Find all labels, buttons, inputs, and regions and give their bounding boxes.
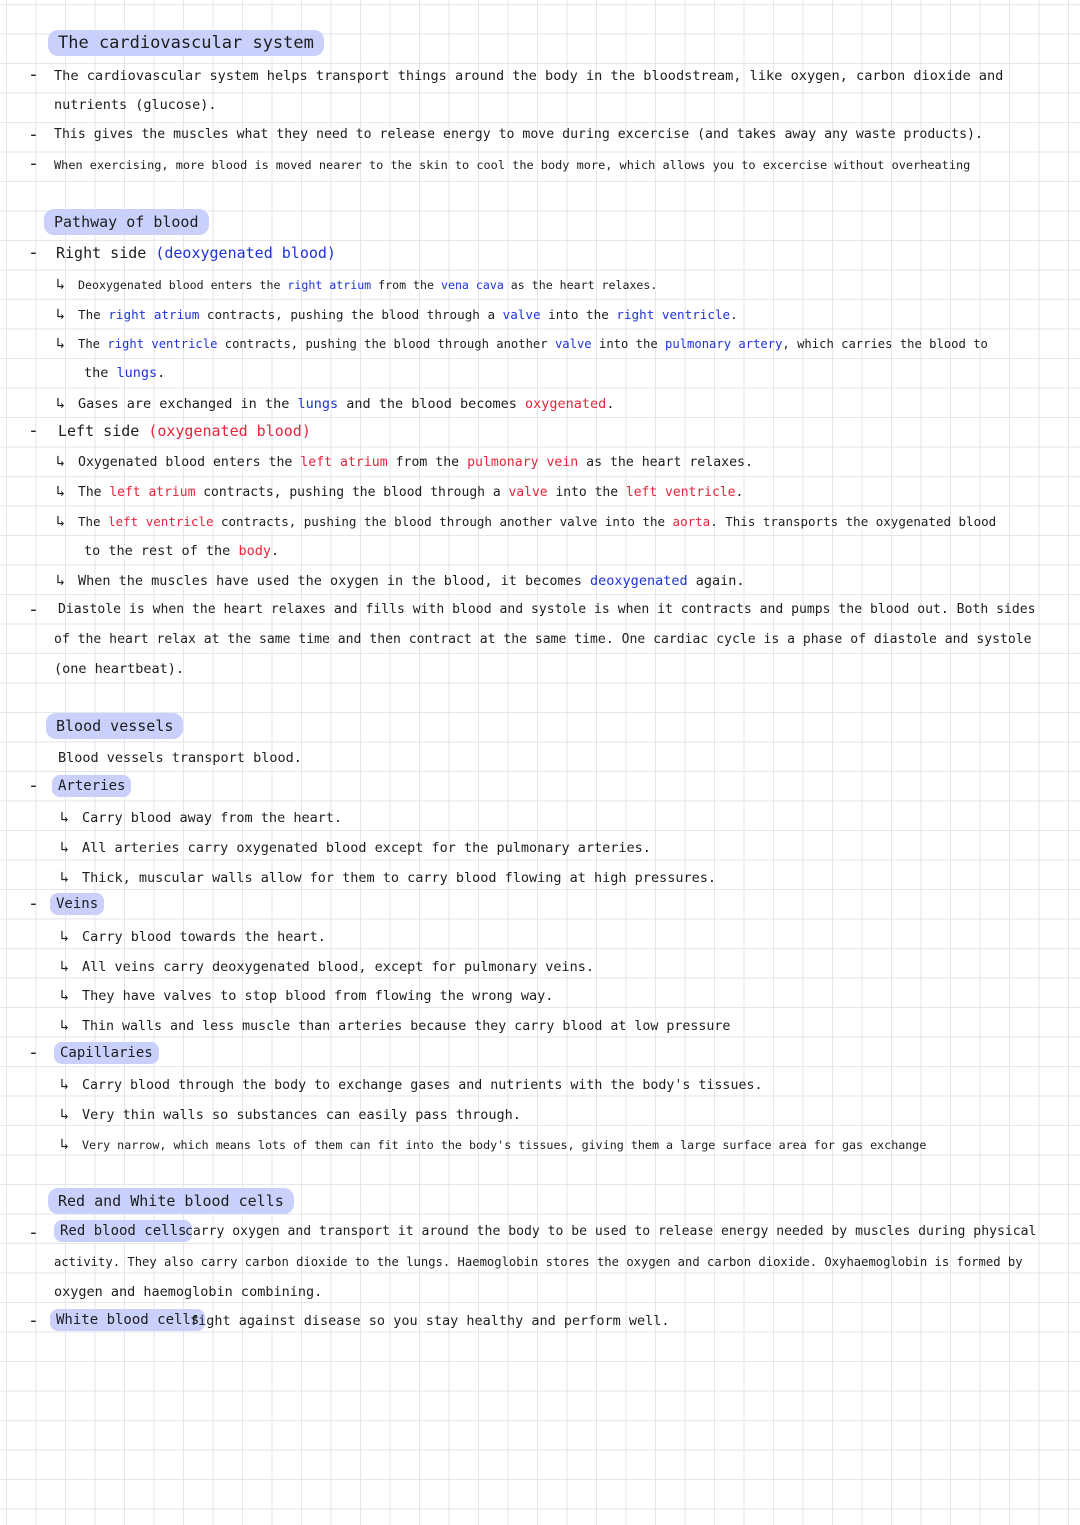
vein-point-1: ↳ Carry blood towards the heart. <box>60 927 326 945</box>
red-cells-line-3: oxygen and haemoglobin combining. <box>54 1284 323 1300</box>
intro-line-1: The cardiovascular system helps transport things around the body in the bloodstream, like oxygen, carbon dioxide and <box>54 68 1004 84</box>
page-title: The cardiovascular system <box>48 30 324 56</box>
artery-point-1: ↳ Carry blood away from the heart. <box>60 808 343 826</box>
capillary-point-1: ↳ Carry blood through the body to exchange gases and nutrients with the body's tissues. <box>60 1075 763 1093</box>
arrow-icon: ↳ <box>60 868 70 886</box>
left-step-3-cont: to the rest of the body. <box>84 543 280 559</box>
bullet-dash: - <box>28 599 39 620</box>
right-side-label: Right side <box>56 244 147 262</box>
arrow-icon: ↳ <box>56 394 66 412</box>
arrow-icon: ↳ <box>56 275 66 293</box>
arrow-icon: ↳ <box>56 512 66 530</box>
capillary-point-2: ↳ Very thin walls so substances can easily pass through. <box>60 1105 521 1123</box>
right-step-3-cont: the lungs. <box>84 365 166 381</box>
bullet-dash: - <box>28 242 39 263</box>
veins-label: Veins <box>50 893 104 915</box>
diastole-line-3: (one heartbeat). <box>54 661 185 677</box>
vein-point-4: ↳ Thin walls and less muscle than arteries because they carry blood at low pressure <box>60 1016 731 1034</box>
right-step-4: ↳ Gases are exchanged in the lungs and the blood becomes oxygenated. <box>56 394 615 412</box>
bullet-dash: - <box>28 64 39 85</box>
bullet-dash: - <box>28 153 39 174</box>
arrow-icon: ↳ <box>56 452 66 470</box>
cells-heading: Red and White blood cells <box>48 1188 294 1214</box>
white-cells-line: fight against disease so you stay healthy and perform well. <box>190 1313 670 1329</box>
bullet-dash: - <box>28 124 39 145</box>
arrow-icon: ↳ <box>56 571 66 589</box>
intro-line-3: This gives the muscles what they need to release energy to move during excercise (and takes away any waste products). <box>54 127 983 142</box>
bullet-dash: - <box>28 1310 39 1331</box>
arrow-icon: ↳ <box>60 1135 70 1153</box>
white-blood-cells-label: White blood cells <box>50 1309 205 1331</box>
diastole-line-1: Diastole is when the heart relaxes and fills with blood and systole is when it contracts and pumps the blood out. Both sides <box>58 602 1036 617</box>
vessels-heading: Blood vessels <box>46 713 183 739</box>
intro-line-2: nutrients (glucose). <box>54 97 217 113</box>
arrow-icon: ↳ <box>60 927 70 945</box>
vein-point-2: ↳ All veins carry deoxygenated blood, except for pulmonary veins. <box>60 957 595 975</box>
bullet-dash: - <box>28 775 39 796</box>
left-step-4: ↳ When the muscles have used the oxygen in the blood, it becomes deoxygenated again. <box>56 571 745 589</box>
vein-point-3: ↳ They have valves to stop blood from flowing the wrong way. <box>60 986 554 1004</box>
right-step-2: ↳ The right atrium contracts, pushing the blood through a valve into the right ventricle. <box>56 305 738 323</box>
arrow-icon: ↳ <box>60 808 70 826</box>
capillary-point-3: ↳ Very narrow, which means lots of them can fit into the body's tissues, giving them a large surface area for gas exchange <box>60 1135 927 1153</box>
arrow-icon: ↳ <box>60 1016 70 1034</box>
artery-point-3: ↳ Thick, muscular walls allow for them to carry blood flowing at high pressures. <box>60 868 716 886</box>
arrow-icon: ↳ <box>60 1105 70 1123</box>
bullet-dash: - <box>28 1042 39 1063</box>
bullet-dash: - <box>28 893 39 914</box>
red-cells-line-2: activity. They also carry carbon dioxide to the lungs. Haemoglobin stores the oxygen and carbon dioxide. Oxyhaemoglobin is formed by <box>54 1255 1023 1269</box>
pathway-heading: Pathway of blood <box>44 209 209 235</box>
bullet-dash: - <box>28 1222 39 1243</box>
red-cells-line-1: carry oxygen and transport it around the body to be used to release energy needed by muscles during physical <box>185 1224 1037 1239</box>
arrow-icon: ↳ <box>56 482 66 500</box>
right-side-qualifier: (deoxygenated blood) <box>155 244 336 262</box>
arteries-label: Arteries <box>52 775 131 797</box>
left-side-heading <box>58 422 311 440</box>
intro-line-4: When exercising, more blood is moved nearer to the skin to cool the body more, which allows you to excercise without overheating <box>54 158 971 172</box>
left-step-3: ↳ The left ventricle contracts, pushing the blood through another valve into the aorta. This transports the oxygenated blood <box>56 512 997 530</box>
bullet-dash: - <box>28 420 39 441</box>
left-step-2: ↳ The left atrium contracts, pushing the blood through a valve into the left ventricle. <box>56 482 744 500</box>
arrow-icon: ↳ <box>60 838 70 856</box>
arrow-icon: ↳ <box>56 334 66 352</box>
left-side-qualifier: (oxygenated blood) <box>148 422 311 440</box>
right-step-1: ↳ Deoxygenated blood enters the right atrium from the vena cava as the heart relaxes. <box>56 275 658 293</box>
vessels-intro: Blood vessels transport blood. <box>58 750 302 766</box>
left-side-label: Left side <box>58 422 140 440</box>
left-step-1: ↳ Oxygenated blood enters the left atrium from the pulmonary vein as the heart relaxes. <box>56 452 753 470</box>
arrow-icon: ↳ <box>56 305 66 323</box>
right-step-3: ↳ The right ventricle contracts, pushing the blood through another valve into the pulmonary artery, which carries the blood to <box>56 334 988 352</box>
diastole-line-2: of the heart relax at the same time and then contract at the same time. One cardiac cycle is a phase of diastole and systole <box>54 632 1032 647</box>
red-blood-cells-label: Red blood cells <box>54 1220 192 1242</box>
arrow-icon: ↳ <box>60 957 70 975</box>
arrow-icon: ↳ <box>60 1075 70 1093</box>
right-side-heading <box>56 244 336 262</box>
arrow-icon: ↳ <box>60 986 70 1004</box>
capillaries-label: Capillaries <box>54 1042 159 1064</box>
artery-point-2: ↳ All arteries carry oxygenated blood except for the pulmonary arteries. <box>60 838 651 856</box>
